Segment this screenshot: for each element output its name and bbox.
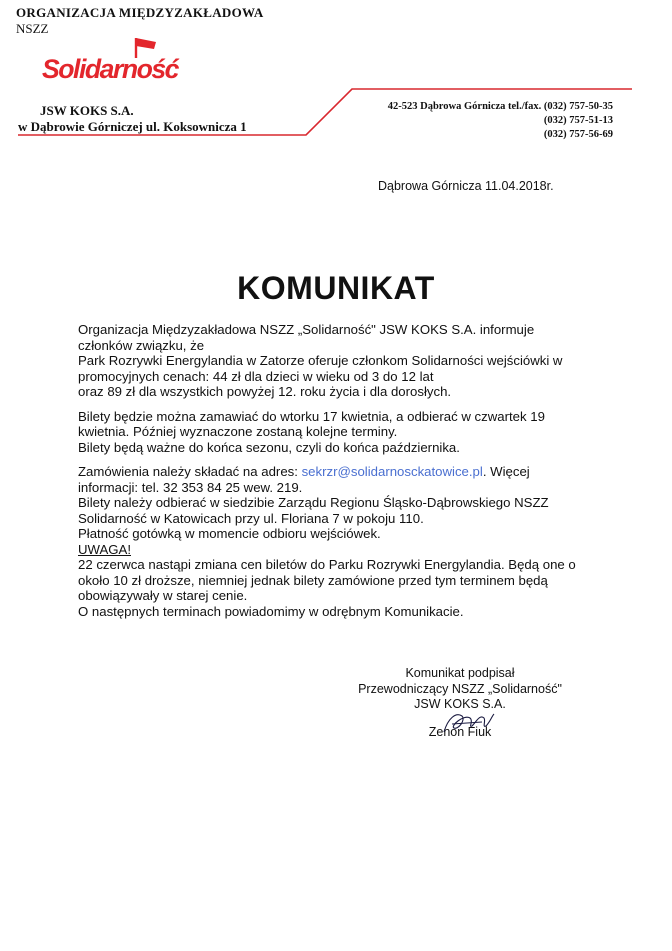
- body-line: Solidarność w Katowicach przy ul. Floriana 7 w pokoju 110.: [78, 510, 424, 526]
- body-line: obowiązywały w starej cenie.: [78, 588, 248, 603]
- solidarnosc-logo: [40, 36, 182, 88]
- contact-block: [367, 100, 613, 142]
- body-line: Bilety będą ważne do końca sezonu, czyli do końca października.: [78, 439, 460, 455]
- body-line: promocyjnych cenach: 44 zł dla dzieci w wieku od 3 do 12 lat: [78, 368, 434, 384]
- body-line: oraz 89 zł dla wszystkich powyżej 12. roku życia i dla dorosłych.: [78, 384, 452, 399]
- company-address: w Dąbrowie Górniczej ul. Koksownicza 1: [18, 119, 247, 134]
- signatory-name: Zenon Fiuk: [428, 724, 492, 739]
- body-line: Płatność gotówką w momencie odbioru wejściówek.: [78, 526, 381, 541]
- body-line: O następnych terminach powiadomimy w odrębnym Komunikacie.: [78, 603, 464, 619]
- warning-heading: UWAGA!: [78, 541, 131, 557]
- signature-line: JSW KOKS S.A.: [414, 697, 506, 711]
- signature-line: Przewodniczący NSZZ „Solidarność": [358, 681, 562, 696]
- body-line: Organizacja Międzyzakładowa NSZZ „Solidarność" JSW KOKS S.A. informuje: [78, 322, 535, 337]
- document-title: KOMUNIKAT: [237, 270, 435, 306]
- organization-nszz: NSZZ: [16, 21, 49, 36]
- orders-suffix: . Więcej: [482, 464, 530, 479]
- signature-line: Komunikat podpisał: [405, 666, 515, 680]
- contact-line: (032) 757-56-69: [543, 129, 613, 140]
- body-line: 22 czerwca nastąpi zmiana cen biletów do Parku Rozrywki Energylandia. Będą one o: [78, 557, 576, 572]
- body-line: członków związku, że: [78, 337, 205, 353]
- handwritten-signature: [438, 706, 498, 740]
- contact-line: (032) 757-51-13: [543, 115, 613, 126]
- email-link[interactable]: sekrzr@solidarnosckatowice.pl: [301, 464, 483, 479]
- body-line: informacji: tel. 32 353 84 25 wew. 219.: [78, 479, 303, 495]
- body-line: Bilety będzie można zamawiać do wtorku 17 kwietnia, a odbierać w czwartek 19: [78, 408, 545, 424]
- body-line: [78, 464, 638, 480]
- announcement-body: [78, 322, 638, 619]
- orders-prefix: Zamówienia należy składać na adres:: [78, 464, 302, 479]
- organization-name: ORGANIZACJA MIĘDZYZAKŁADOWA: [16, 5, 264, 20]
- logo-lettering: Solidarność: [42, 54, 180, 84]
- body-line: około 10 zł droższe, niemniej jednak bilety zamówione przed tym terminem będą: [78, 572, 548, 588]
- body-line: Park Rozrywki Energylandia w Zatorze oferuje członkom Solidarności wejściówki w: [78, 353, 563, 368]
- date-line: Dąbrowa Górnicza 11.04.2018r.: [378, 179, 554, 193]
- body-line: kwietnia. Później wyznaczone zostaną kolejne terminy.: [78, 424, 398, 439]
- body-line: Bilety należy odbierać w siedzibie Zarządu Regionu Śląsko-Dąbrowskiego NSZZ: [78, 495, 549, 510]
- company-name: JSW KOKS S.A.: [40, 103, 134, 118]
- contact-line: 42-523 Dąbrowa Górnicza tel./fax. (032) 757-50-35: [387, 101, 613, 112]
